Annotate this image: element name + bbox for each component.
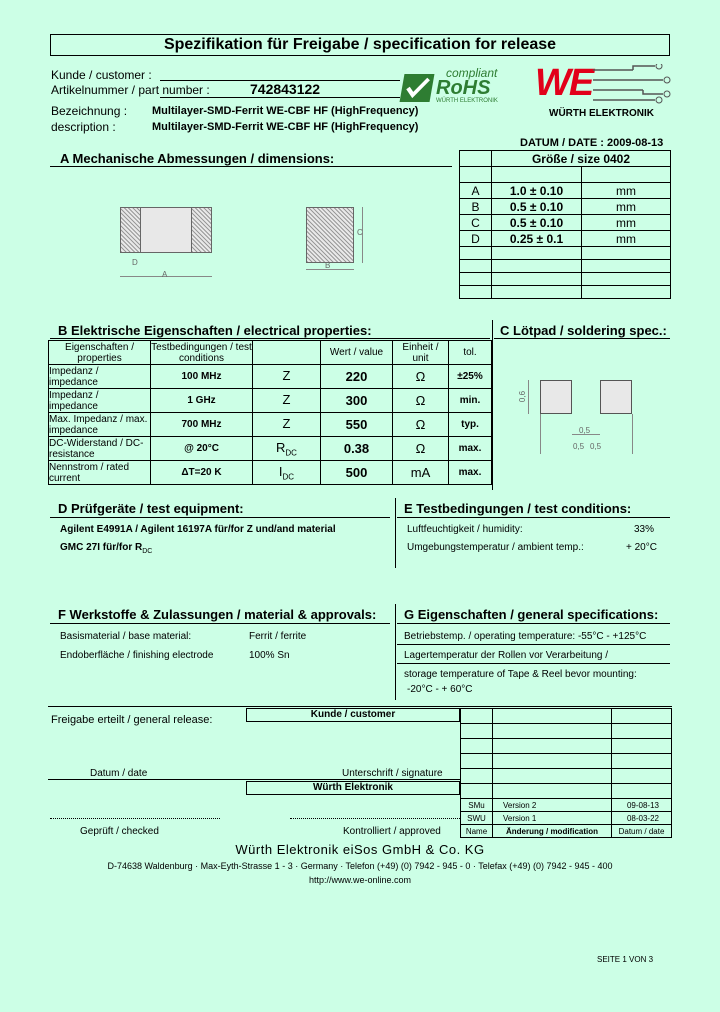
revision-cell xyxy=(493,709,612,724)
value-cell: 500 xyxy=(321,461,393,485)
dim-unit: mm xyxy=(582,215,671,231)
symbol-letter: Z xyxy=(282,415,291,431)
revision-cell xyxy=(461,724,493,739)
dim-c-label: C xyxy=(357,228,363,237)
dim-value: 0.25 ± 0.1 xyxy=(492,231,582,247)
pad-height-line xyxy=(528,380,529,414)
header-value: Wert / value xyxy=(321,341,393,365)
pad-gap-label: 0,5 xyxy=(579,426,591,435)
component-side-view xyxy=(120,207,212,253)
unit-cell: Ω xyxy=(393,413,449,437)
size-table-cell xyxy=(582,260,671,273)
revision-cell xyxy=(612,724,672,739)
base-material-value: Ferrit / ferrite xyxy=(249,631,307,642)
section-e-title: E Testbedingungen / test conditions: xyxy=(404,501,632,516)
base-material-label: Basismaterial / base material: xyxy=(60,631,192,642)
description-value: Multilayer-SMD-Ferrit WE-CBF HF (HighFrequency) xyxy=(152,121,419,133)
tol-cell: typ. xyxy=(449,413,492,437)
customer-label: Kunde / customer : xyxy=(51,68,152,82)
date: DATUM / DATE : 2009-08-13 xyxy=(520,137,664,149)
section-a-underline xyxy=(50,166,452,167)
symbol-cell xyxy=(253,389,321,413)
dim-unit: mm xyxy=(582,231,671,247)
revision-cell xyxy=(612,754,672,769)
datum-label: Datum / date xyxy=(90,768,148,779)
revision-change: Version 2 xyxy=(493,799,612,812)
table-row xyxy=(461,739,672,754)
value-cell: 300 xyxy=(321,389,393,413)
value-cell: 0.38 xyxy=(321,437,393,461)
table-row xyxy=(461,754,672,769)
tol-cell: max. xyxy=(449,437,492,461)
revision-cell xyxy=(461,709,493,724)
symbol-cell xyxy=(253,413,321,437)
revision-cell xyxy=(461,769,493,784)
size-table-cell xyxy=(460,167,492,183)
header-conditions: Testbedingungen / test conditions xyxy=(151,341,252,364)
table-row xyxy=(460,260,671,273)
section-g-rule xyxy=(397,644,670,645)
size-table-cell xyxy=(460,247,492,260)
wurth-box: Würth Elektronik xyxy=(246,781,460,795)
table-row xyxy=(460,286,671,299)
revision-cell xyxy=(493,739,612,754)
electrode-left xyxy=(121,208,141,252)
pad-left xyxy=(540,380,572,414)
equipment-line-2 xyxy=(60,542,152,555)
revision-cell xyxy=(493,724,612,739)
pad-ext-line xyxy=(632,414,633,454)
revision-header-change: Änderung / modification xyxy=(493,825,612,838)
symbol-letter: I xyxy=(278,463,283,479)
value-cell: 220 xyxy=(321,365,393,389)
size-table-cell xyxy=(460,286,492,299)
header-unit: Einheit / unit xyxy=(393,341,449,365)
approved-dotted-line xyxy=(290,818,460,819)
symbol-cell xyxy=(253,437,321,461)
size-table-cell xyxy=(582,167,671,183)
storage-temp-range: -20°C - + 60°C xyxy=(407,684,473,695)
we-brand: WÜRTH ELEKTRONIK xyxy=(549,108,654,119)
dim-a-label: A xyxy=(162,270,168,279)
revision-cell xyxy=(461,739,493,754)
revision-header-name: Name xyxy=(461,825,493,838)
cond-cell: @ 20°C xyxy=(151,437,253,461)
size-table-cell xyxy=(492,260,582,273)
revision-cell xyxy=(612,784,672,799)
size-table-cell xyxy=(460,260,492,273)
dim-value: 0.5 ± 0.10 xyxy=(492,199,582,215)
electrical-header xyxy=(49,341,492,365)
rohs-check-icon xyxy=(400,74,435,102)
revision-header xyxy=(461,825,672,838)
release-label: Freigabe erteilt / general release: xyxy=(51,714,213,726)
section-g-rule xyxy=(397,663,670,664)
header-tol: tol. xyxy=(449,341,492,365)
revision-cell xyxy=(612,739,672,754)
we-logo xyxy=(533,64,673,120)
section-g-underline xyxy=(397,623,670,624)
equipment-line-2-sub: DC xyxy=(142,548,153,555)
table-row xyxy=(461,812,672,825)
cond-cell: 100 MHz xyxy=(151,365,253,389)
description-label: description : xyxy=(51,120,116,134)
dim-key: B xyxy=(460,199,492,215)
ambient-temp-label: Umgebungstemperatur / ambient temp.: xyxy=(407,542,584,553)
size-table-cell xyxy=(492,247,582,260)
section-g-divider xyxy=(395,604,396,700)
revision-cell xyxy=(493,769,612,784)
rohs-text: RoHS xyxy=(436,77,491,99)
pad-width-label: 0,5 xyxy=(573,442,585,451)
rohs-sub: WÜRTH ELEKTRONIK xyxy=(436,98,498,104)
ambient-temp-value: + 20°C xyxy=(626,542,657,553)
size-table-cell xyxy=(460,151,492,167)
size-table-cell xyxy=(492,286,582,299)
unit-cell: Ω xyxy=(393,365,449,389)
dim-unit: mm xyxy=(582,183,671,199)
dim-value: 1.0 ± 0.10 xyxy=(492,183,582,199)
unit-cell: Ω xyxy=(393,389,449,413)
section-c-divider xyxy=(492,320,493,490)
size-table-cell xyxy=(460,273,492,286)
storage-temp-en: storage temperature of Tape & Reel bevor mounting: xyxy=(404,669,637,680)
symbol-letter: R xyxy=(276,439,286,455)
section-f-underline xyxy=(50,623,390,624)
prop-cell: Impedanz / impedance xyxy=(49,365,151,389)
size-table-cell xyxy=(492,167,582,183)
signature-label: Unterschrift / signature xyxy=(342,768,443,779)
release-top-line xyxy=(48,706,672,707)
pad-right xyxy=(600,380,632,414)
footer-company: Würth Elektronik eiSos GmbH & Co. KG xyxy=(235,842,485,857)
size-table-cell xyxy=(582,273,671,286)
tol-cell: max. xyxy=(449,461,492,485)
tol-cell: ±25% xyxy=(449,365,492,389)
prop-cell: Impedanz / impedance xyxy=(49,389,151,413)
table-row xyxy=(460,247,671,260)
dim-key: A xyxy=(460,183,492,199)
section-b-underline xyxy=(50,338,490,339)
symbol-letter: Z xyxy=(282,367,291,383)
symbol-sub: DC xyxy=(285,448,297,458)
prop-cell: Max. Impedanz / max. impedance xyxy=(49,413,151,437)
table-row xyxy=(49,365,492,389)
tol-cell: min. xyxy=(449,389,492,413)
size-table-spacer xyxy=(460,167,671,183)
table-row xyxy=(460,183,671,199)
customer-box: Kunde / customer xyxy=(246,708,460,722)
dim-value: 0.5 ± 0.10 xyxy=(492,215,582,231)
section-d-underline xyxy=(50,517,390,518)
table-row xyxy=(461,769,672,784)
section-e-divider xyxy=(395,498,396,568)
dim-unit: mm xyxy=(582,199,671,215)
checked-label: Geprüft / checked xyxy=(80,826,159,837)
rohs-compliant: compliant xyxy=(446,66,498,80)
component-end-view xyxy=(306,207,354,263)
cond-cell: 700 MHz xyxy=(151,413,253,437)
dim-b-label: B xyxy=(325,261,331,270)
revision-cell xyxy=(461,784,493,799)
cond-cell: 1 GHz xyxy=(151,389,253,413)
humidity-value: 33% xyxy=(634,524,655,535)
page-number: SEITE 1 VON 3 xyxy=(597,955,654,964)
size-table-cell xyxy=(492,273,582,286)
table-row xyxy=(460,273,671,286)
revision-cell xyxy=(461,754,493,769)
unit-cell: mA xyxy=(393,461,449,485)
rohs-logo xyxy=(402,66,524,106)
size-header: Größe / size 0402 xyxy=(492,151,671,167)
value-cell: 550 xyxy=(321,413,393,437)
size-table xyxy=(459,150,671,299)
symbol-sub: DC xyxy=(282,472,295,482)
cond-cell: ΔT=20 K xyxy=(151,461,253,485)
revision-change: Version 1 xyxy=(493,812,612,825)
pad-width-label-2: 0,5 xyxy=(590,442,602,451)
part-number: 742843122 xyxy=(250,81,321,97)
equipment-line-1: Agilent E4991A / Agilent 16197A für/for Z und/and material xyxy=(60,524,336,535)
unit-cell: Ω xyxy=(393,437,449,461)
symbol-letter: Z xyxy=(282,391,291,407)
table-row xyxy=(49,437,492,461)
section-c-underline xyxy=(494,338,670,339)
section-b-title: B Elektrische Eigenschaften / electrical properties: xyxy=(58,323,372,338)
table-row xyxy=(461,709,672,724)
dim-d-label: D xyxy=(132,258,138,267)
we-circuit-icon xyxy=(593,64,673,108)
checked-dotted-line xyxy=(50,818,220,819)
section-f-title: F Werkstoffe & Zulassungen / material & approvals: xyxy=(58,607,377,622)
section-c-title: C Lötpad / soldering spec.: xyxy=(500,323,667,338)
table-row xyxy=(460,215,671,231)
equipment-line-2-text: GMC 27I für/for R xyxy=(60,542,143,553)
revision-cell xyxy=(612,769,672,784)
footer-address: D-74638 Waldenburg · Max-Eyth-Strasse 1 - 3 · Germany · Telefon (+49) (0) 7942 - 945 - 0 · Telefax (+49) (0) 7942 - 945 - 400 xyxy=(107,861,613,871)
table-row xyxy=(461,784,672,799)
symbol-cell xyxy=(253,461,321,485)
release-sign-line xyxy=(48,779,460,780)
table-row xyxy=(461,724,672,739)
revision-name: SMu xyxy=(461,799,493,812)
pad-height-label: 0,6 xyxy=(518,390,528,403)
table-row xyxy=(460,231,671,247)
size-table-cell xyxy=(582,286,671,299)
dim-key: D xyxy=(460,231,492,247)
we-letters: WE xyxy=(535,62,593,104)
revision-name: SWU xyxy=(461,812,493,825)
revision-cell xyxy=(612,709,672,724)
revision-header-date: Datum / date xyxy=(612,825,672,838)
prop-cell: DC-Widerstand / DC-resistance xyxy=(49,437,151,461)
section-d-title: D Prüfgeräte / test equipment: xyxy=(58,501,244,516)
bezeichnung-value: Multilayer-SMD-Ferrit WE-CBF HF (HighFrequency) xyxy=(152,105,419,117)
header-symbol xyxy=(253,341,321,365)
header-properties: Eigenschaften / properties xyxy=(49,341,151,365)
size-table-header xyxy=(460,151,671,167)
approved-label: Kontrolliert / approved xyxy=(343,826,441,837)
table-row xyxy=(49,461,492,485)
pad-ext-line xyxy=(540,414,541,454)
footer-url[interactable]: http://www.we-online.com xyxy=(308,875,412,885)
finish-label: Endoberfläche / finishing electrode xyxy=(60,650,214,661)
page-title: Spezifikation für Freigabe / specification for release xyxy=(50,34,670,56)
size-table-cell xyxy=(582,247,671,260)
revision-cell xyxy=(493,784,612,799)
part-number-label: Artikelnummer / part number : xyxy=(51,83,210,97)
bezeichnung-label: Bezeichnung : xyxy=(51,104,128,118)
symbol-cell xyxy=(253,365,321,389)
electrical-table xyxy=(48,340,492,485)
prop-cell: Nennstrom / rated current xyxy=(49,461,151,485)
revision-date: 09-08-13 xyxy=(612,799,672,812)
section-a-title: A Mechanische Abmessungen / dimensions: xyxy=(60,151,335,166)
electrode-right xyxy=(191,208,211,252)
table-row xyxy=(49,389,492,413)
humidity-label: Luftfeuchtigkeit / humidity: xyxy=(407,524,523,535)
table-row xyxy=(460,199,671,215)
dim-key: C xyxy=(460,215,492,231)
revision-cell xyxy=(493,754,612,769)
finish-value: 100% Sn xyxy=(249,650,290,661)
revision-date: 08-03-22 xyxy=(612,812,672,825)
part-number-line xyxy=(160,97,400,98)
storage-temp-de: Lagertemperatur der Rollen vor Verarbeitung / xyxy=(404,650,609,661)
operating-temp: Betriebstemp. / operating temperature: -55°C - +125°C xyxy=(404,631,647,642)
table-row xyxy=(49,413,492,437)
table-row xyxy=(461,799,672,812)
revision-table xyxy=(460,708,672,838)
section-g-title: G Eigenschaften / general specifications: xyxy=(404,607,659,622)
section-e-underline xyxy=(397,517,670,518)
